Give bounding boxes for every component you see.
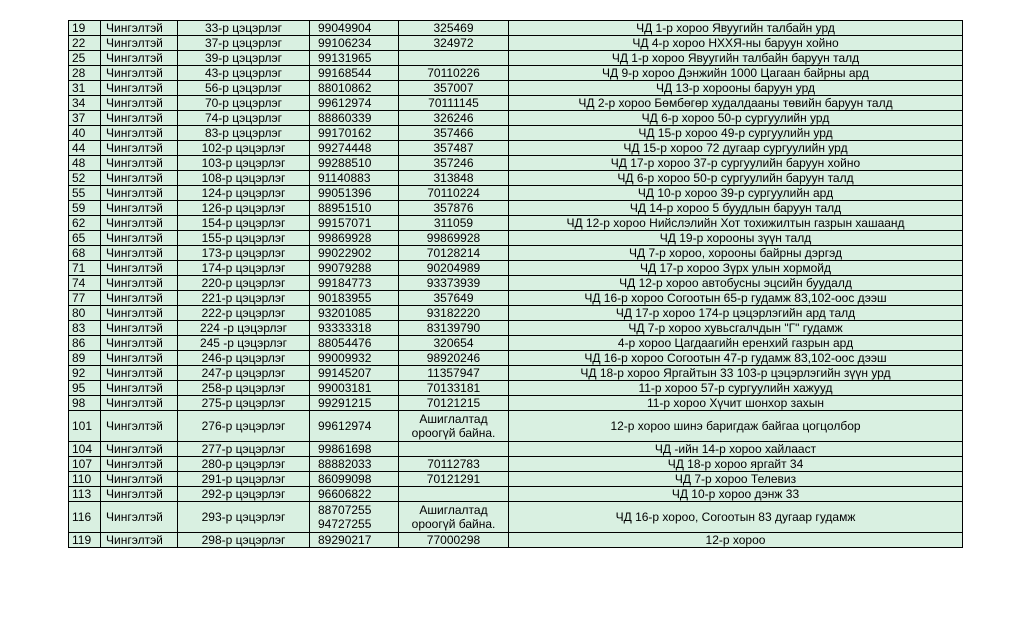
row-number-cell: 59	[69, 201, 101, 216]
district-cell: Чингэлтэй	[101, 51, 178, 66]
mobile-phone-cell: 99861698	[310, 442, 399, 457]
table-row	[69, 321, 963, 336]
office-phone-cell: 313848	[399, 171, 509, 186]
table-row	[69, 487, 963, 502]
district-cell: Чингэлтэй	[101, 81, 178, 96]
kindergarten-name-cell: 220-р цэцэрлэг	[178, 276, 310, 291]
address-cell: ЧД 18-р хороо Яргайтын 33 103-р цэцэрлэгийн зүүн урд	[509, 366, 963, 381]
address-cell: ЧД 6-р хороо 50-р сургуулийн баруун талд	[509, 171, 963, 186]
office-phone-cell: 90204989	[399, 261, 509, 276]
district-cell: Чингэлтэй	[101, 36, 178, 51]
kindergarten-name-cell: 173-р цэцэрлэг	[178, 246, 310, 261]
mobile-phone-cell: 90183955	[310, 291, 399, 306]
row-number-cell: 74	[69, 276, 101, 291]
mobile-phone-cell: 99022902	[310, 246, 399, 261]
office-phone-cell: 93373939	[399, 276, 509, 291]
row-number-cell: 62	[69, 216, 101, 231]
table-row	[69, 81, 963, 96]
district-cell: Чингэлтэй	[101, 411, 178, 442]
office-phone-cell: 11357947	[399, 366, 509, 381]
office-phone-cell: 93182220	[399, 306, 509, 321]
address-cell: ЧД 10-р хороо дэнж 33	[509, 487, 963, 502]
kindergarten-name-cell: 74-р цэцэрлэг	[178, 111, 310, 126]
office-phone-cell: 357876	[399, 201, 509, 216]
kindergarten-name-cell: 155-р цэцэрлэг	[178, 231, 310, 246]
address-cell: ЧД 17-р хороо Зүрх улын хормойд	[509, 261, 963, 276]
table-row	[69, 351, 963, 366]
address-cell: ЧД 4-р хороо НХХЯ-ны баруун хойно	[509, 36, 963, 51]
mobile-phone-cell: 89290217	[310, 533, 399, 548]
cell-line: Ашиглалтад	[419, 503, 488, 517]
office-phone-cell: 70110226	[399, 66, 509, 81]
address-cell: ЧД 15-р хороо 49-р сургуулийн урд	[509, 126, 963, 141]
row-number-cell: 68	[69, 246, 101, 261]
kindergarten-name-cell: 291-р цэцэрлэг	[178, 472, 310, 487]
district-cell: Чингэлтэй	[101, 21, 178, 36]
district-cell: Чингэлтэй	[101, 487, 178, 502]
office-phone-cell: 357487	[399, 141, 509, 156]
mobile-phone-cell: 88054476	[310, 336, 399, 351]
table-row	[69, 472, 963, 487]
kindergarten-name-cell: 293-р цэцэрлэг	[178, 502, 310, 533]
table-row	[69, 442, 963, 457]
cell-line: 88707255	[318, 503, 372, 517]
mobile-phone-cell: 99051396	[310, 186, 399, 201]
table-row	[69, 336, 963, 351]
table-row	[69, 201, 963, 216]
office-phone-cell: 325469	[399, 21, 509, 36]
mobile-phone-cell: 91140883	[310, 171, 399, 186]
office-phone-cell	[399, 411, 509, 442]
office-phone-cell: 326246	[399, 111, 509, 126]
address-cell: ЧД 17-р хороо 174-р цэцэрлэгийн ард талд	[509, 306, 963, 321]
district-cell: Чингэлтэй	[101, 216, 178, 231]
district-cell: Чингэлтэй	[101, 276, 178, 291]
table-row	[69, 231, 963, 246]
kindergarten-name-cell: 276-р цэцэрлэг	[178, 411, 310, 442]
address-cell: ЧД 15-р хороо 72 дугаар сургуулийн урд	[509, 141, 963, 156]
row-number-cell: 25	[69, 51, 101, 66]
district-cell: Чингэлтэй	[101, 396, 178, 411]
mobile-phone-cell: 99131965	[310, 51, 399, 66]
mobile-phone-cell: 86099098	[310, 472, 399, 487]
address-cell: ЧД 2-р хороо Бөмбөгөр худалдааны төвийн баруун талд	[509, 96, 963, 111]
table-row	[69, 51, 963, 66]
table-row	[69, 36, 963, 51]
row-number-cell: 37	[69, 111, 101, 126]
district-cell: Чингэлтэй	[101, 472, 178, 487]
kindergarten-name-cell: 126-р цэцэрлэг	[178, 201, 310, 216]
row-number-cell: 48	[69, 156, 101, 171]
district-cell: Чингэлтэй	[101, 502, 178, 533]
office-phone-cell	[399, 487, 509, 502]
table-row	[69, 396, 963, 411]
row-number-cell: 80	[69, 306, 101, 321]
kindergarten-table	[68, 20, 963, 548]
office-phone-cell: 70121291	[399, 472, 509, 487]
district-cell: Чингэлтэй	[101, 533, 178, 548]
kindergarten-name-cell: 43-р цэцэрлэг	[178, 66, 310, 81]
office-phone-cell: 311059	[399, 216, 509, 231]
district-cell: Чингэлтэй	[101, 231, 178, 246]
district-cell: Чингэлтэй	[101, 291, 178, 306]
kindergarten-name-cell: 222-р цэцэрлэг	[178, 306, 310, 321]
table-row	[69, 96, 963, 111]
table-row	[69, 21, 963, 36]
mobile-phone-cell: 99612974	[310, 96, 399, 111]
table-row	[69, 156, 963, 171]
address-cell: ЧД 1-р хороо Явуугийн талбайн урд	[509, 21, 963, 36]
district-cell: Чингэлтэй	[101, 381, 178, 396]
address-cell: ЧД 16-р хороо Согоотын 47-р гудамж 83,102-оос дээш	[509, 351, 963, 366]
address-cell: ЧД 6-р хороо 50-р сургуулийн урд	[509, 111, 963, 126]
cell-line: 94727255	[318, 517, 372, 531]
row-number-cell: 71	[69, 261, 101, 276]
row-number-cell: 44	[69, 141, 101, 156]
office-phone-cell: 70128214	[399, 246, 509, 261]
office-phone-cell	[399, 442, 509, 457]
mobile-phone-cell: 93201085	[310, 306, 399, 321]
row-number-cell: 110	[69, 472, 101, 487]
office-phone-cell: 70112783	[399, 457, 509, 472]
table-row	[69, 533, 963, 548]
office-phone-cell: 320654	[399, 336, 509, 351]
row-number-cell: 52	[69, 171, 101, 186]
row-number-cell: 22	[69, 36, 101, 51]
kindergarten-name-cell: 275-р цэцэрлэг	[178, 396, 310, 411]
mobile-phone-cell: 88860339	[310, 111, 399, 126]
kindergarten-name-cell: 245 -р цэцэрлэг	[178, 336, 310, 351]
district-cell: Чингэлтэй	[101, 457, 178, 472]
district-cell: Чингэлтэй	[101, 442, 178, 457]
office-phone-cell	[399, 502, 509, 533]
row-number-cell: 28	[69, 66, 101, 81]
address-cell: ЧД 13-р хорооны баруун урд	[509, 81, 963, 96]
table-row	[69, 276, 963, 291]
mobile-phone-cell: 99612974	[310, 411, 399, 442]
kindergarten-name-cell: 174-р цэцэрлэг	[178, 261, 310, 276]
table-row	[69, 457, 963, 472]
table-row	[69, 246, 963, 261]
table-row	[69, 306, 963, 321]
mobile-phone-cell: 99291215	[310, 396, 399, 411]
address-cell: ЧД -ийн 14-р хороо хайлааст	[509, 442, 963, 457]
address-cell: 11-р хороо 57-р сургуулийн хажууд	[509, 381, 963, 396]
row-number-cell: 101	[69, 411, 101, 442]
mobile-phone-cell: 99184773	[310, 276, 399, 291]
district-cell: Чингэлтэй	[101, 351, 178, 366]
row-number-cell: 55	[69, 186, 101, 201]
address-cell: ЧД 18-р хороо яргайт 34	[509, 457, 963, 472]
mobile-phone-cell: 99079288	[310, 261, 399, 276]
office-phone-cell: 70110224	[399, 186, 509, 201]
office-phone-cell: 70133181	[399, 381, 509, 396]
office-phone-cell: 70111145	[399, 96, 509, 111]
kindergarten-name-cell: 247-р цэцэрлэг	[178, 366, 310, 381]
row-number-cell: 34	[69, 96, 101, 111]
address-cell: ЧД 16-р хороо, Согоотын 83 дугаар гудамж	[509, 502, 963, 533]
mobile-phone-cell	[310, 502, 399, 533]
district-cell: Чингэлтэй	[101, 156, 178, 171]
district-cell: Чингэлтэй	[101, 201, 178, 216]
cell-line: ороогүй байна.	[411, 426, 496, 440]
table-row	[69, 216, 963, 231]
address-cell: ЧД 16-р хороо Согоотын 65-р гудамж 83,102-оос дээш	[509, 291, 963, 306]
table-row	[69, 502, 963, 533]
kindergarten-name-cell: 298-р цэцэрлэг	[178, 533, 310, 548]
address-cell: ЧД 7-р хороо, хорооны байрны дэргэд	[509, 246, 963, 261]
office-phone-cell: 357649	[399, 291, 509, 306]
office-phone-cell: 70121215	[399, 396, 509, 411]
kindergarten-name-cell: 154-р цэцэрлэг	[178, 216, 310, 231]
kindergarten-name-cell: 70-р цэцэрлэг	[178, 96, 310, 111]
district-cell: Чингэлтэй	[101, 66, 178, 81]
mobile-phone-cell: 99003181	[310, 381, 399, 396]
address-cell: ЧД 9-р хороо Дэнжийн 1000 Цагаан байрны ард	[509, 66, 963, 81]
address-cell: ЧД 10-р хороо 39-р сургуулийн ард	[509, 186, 963, 201]
mobile-phone-cell: 88882033	[310, 457, 399, 472]
mobile-phone-cell: 96606822	[310, 487, 399, 502]
row-number-cell: 65	[69, 231, 101, 246]
office-phone-cell: 99869928	[399, 231, 509, 246]
mobile-phone-cell: 99157071	[310, 216, 399, 231]
address-cell: 12-р хороо	[509, 533, 963, 548]
row-number-cell: 83	[69, 321, 101, 336]
row-number-cell: 40	[69, 126, 101, 141]
table-body	[69, 21, 963, 548]
address-cell: ЧД 1-р хороо Явуугийн талбайн баруун талд	[509, 51, 963, 66]
district-cell: Чингэлтэй	[101, 111, 178, 126]
address-cell: 4-р хороо Цагдаагийн еренхий газрын ард	[509, 336, 963, 351]
office-phone-cell: 357246	[399, 156, 509, 171]
district-cell: Чингэлтэй	[101, 171, 178, 186]
mobile-phone-cell: 99274448	[310, 141, 399, 156]
kindergarten-name-cell: 33-р цэцэрлэг	[178, 21, 310, 36]
kindergarten-name-cell: 292-р цэцэрлэг	[178, 487, 310, 502]
mobile-phone-cell: 99288510	[310, 156, 399, 171]
row-number-cell: 107	[69, 457, 101, 472]
address-cell: ЧД 12-р хороо автобусны эцсийн буудалд	[509, 276, 963, 291]
kindergarten-name-cell: 102-р цэцэрлэг	[178, 141, 310, 156]
table-row	[69, 261, 963, 276]
mobile-phone-cell: 99168544	[310, 66, 399, 81]
kindergarten-name-cell: 56-р цэцэрлэг	[178, 81, 310, 96]
district-cell: Чингэлтэй	[101, 186, 178, 201]
cell-line: Ашиглалтад	[419, 412, 488, 426]
district-cell: Чингэлтэй	[101, 306, 178, 321]
mobile-phone-cell: 99869928	[310, 231, 399, 246]
kindergarten-name-cell: 39-р цэцэрлэг	[178, 51, 310, 66]
district-cell: Чингэлтэй	[101, 246, 178, 261]
table-row	[69, 66, 963, 81]
row-number-cell: 92	[69, 366, 101, 381]
mobile-phone-cell: 99170162	[310, 126, 399, 141]
row-number-cell: 77	[69, 291, 101, 306]
address-cell: 11-р хороо Хүчит шонхор захын	[509, 396, 963, 411]
row-number-cell: 86	[69, 336, 101, 351]
kindergarten-name-cell: 280-р цэцэрлэг	[178, 457, 310, 472]
row-number-cell: 19	[69, 21, 101, 36]
table-row	[69, 111, 963, 126]
office-phone-cell: 324972	[399, 36, 509, 51]
district-cell: Чингэлтэй	[101, 126, 178, 141]
row-number-cell: 119	[69, 533, 101, 548]
row-number-cell: 31	[69, 81, 101, 96]
kindergarten-name-cell: 277-р цэцэрлэг	[178, 442, 310, 457]
mobile-phone-cell: 99009932	[310, 351, 399, 366]
kindergarten-name-cell: 224 -р цэцэрлэг	[178, 321, 310, 336]
district-cell: Чингэлтэй	[101, 366, 178, 381]
mobile-phone-cell: 88951510	[310, 201, 399, 216]
row-number-cell: 104	[69, 442, 101, 457]
office-phone-cell: 83139790	[399, 321, 509, 336]
district-cell: Чингэлтэй	[101, 141, 178, 156]
kindergarten-name-cell: 37-р цэцэрлэг	[178, 36, 310, 51]
office-phone-cell: 77000298	[399, 533, 509, 548]
row-number-cell: 116	[69, 502, 101, 533]
address-cell: 12-р хороо шинэ баригдаж байгаа цогцолбор	[509, 411, 963, 442]
kindergarten-name-cell: 83-р цэцэрлэг	[178, 126, 310, 141]
cell-line: ороогүй байна.	[411, 517, 496, 531]
row-number-cell: 113	[69, 487, 101, 502]
address-cell: ЧД 7-р хороо хувьсгалчдын "Г" гудамж	[509, 321, 963, 336]
office-phone-cell: 357466	[399, 126, 509, 141]
table-row	[69, 186, 963, 201]
table-row	[69, 126, 963, 141]
kindergarten-name-cell: 246-р цэцэрлэг	[178, 351, 310, 366]
mobile-phone-cell: 99106234	[310, 36, 399, 51]
address-cell: ЧД 12-р хороо Нийслэлийн Хот тохижилтын газрын хашаанд	[509, 216, 963, 231]
table-row	[69, 171, 963, 186]
kindergarten-name-cell: 258-р цэцэрлэг	[178, 381, 310, 396]
district-cell: Чингэлтэй	[101, 96, 178, 111]
address-cell: ЧД 14-р хороо 5 буудлын баруун талд	[509, 201, 963, 216]
mobile-phone-cell: 88010862	[310, 81, 399, 96]
kindergarten-name-cell: 108-р цэцэрлэг	[178, 171, 310, 186]
table-row	[69, 381, 963, 396]
office-phone-cell	[399, 51, 509, 66]
kindergarten-name-cell: 103-р цэцэрлэг	[178, 156, 310, 171]
district-cell: Чингэлтэй	[101, 336, 178, 351]
table-row	[69, 141, 963, 156]
kindergarten-name-cell: 124-р цэцэрлэг	[178, 186, 310, 201]
table-row	[69, 411, 963, 442]
mobile-phone-cell: 99145207	[310, 366, 399, 381]
address-cell: ЧД 17-р хороо 37-р сургуулийн баруун хойно	[509, 156, 963, 171]
mobile-phone-cell: 93333318	[310, 321, 399, 336]
district-cell: Чингэлтэй	[101, 321, 178, 336]
mobile-phone-cell: 99049904	[310, 21, 399, 36]
row-number-cell: 95	[69, 381, 101, 396]
table-row	[69, 291, 963, 306]
address-cell: ЧД 7-р хороо Телевиз	[509, 472, 963, 487]
address-cell: ЧД 19-р хорооны зүүн талд	[509, 231, 963, 246]
office-phone-cell: 98920246	[399, 351, 509, 366]
district-cell: Чингэлтэй	[101, 261, 178, 276]
row-number-cell: 98	[69, 396, 101, 411]
office-phone-cell: 357007	[399, 81, 509, 96]
kindergarten-name-cell: 221-р цэцэрлэг	[178, 291, 310, 306]
table-row	[69, 366, 963, 381]
row-number-cell: 89	[69, 351, 101, 366]
